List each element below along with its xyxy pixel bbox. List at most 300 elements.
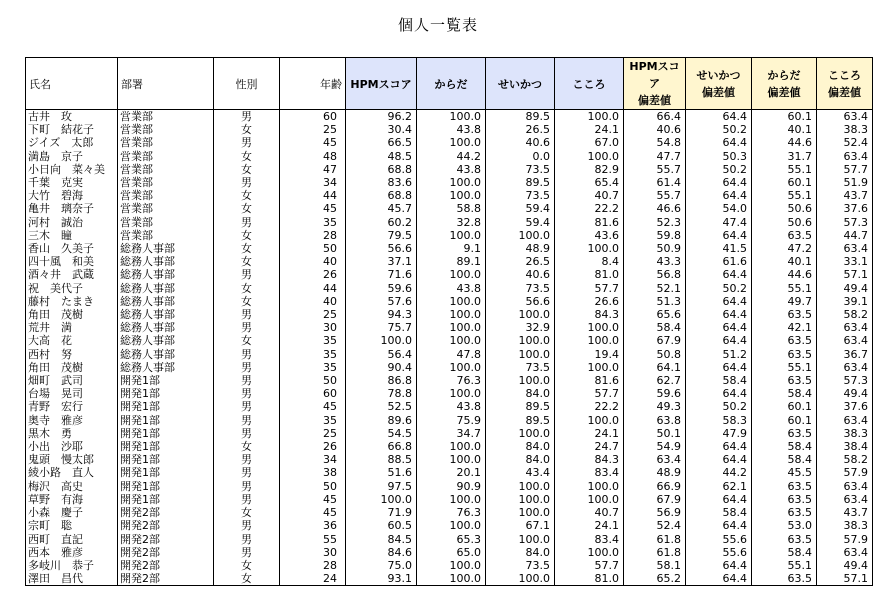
kokoro-deviation-cell: 58.2 [817, 453, 873, 466]
kokoro-cell: 57.7 [555, 387, 624, 400]
hpm-score-cell: 51.6 [346, 466, 417, 479]
table-row [26, 559, 873, 572]
hpm-deviation-cell: 61.8 [624, 533, 686, 546]
kokoro-cell: 81.6 [555, 374, 624, 387]
table-row [26, 440, 873, 453]
hpm-deviation-cell: 47.7 [624, 150, 686, 163]
header-karada-deviation [752, 58, 817, 110]
header-hpm-deviation [624, 58, 686, 110]
seikatsu-cell: 26.5 [486, 255, 555, 268]
dept-cell: 営業部 [118, 202, 214, 215]
gender-cell: 男 [214, 136, 280, 149]
kokoro-deviation-cell: 63.4 [817, 110, 873, 124]
kokoro-deviation-cell: 38.3 [817, 427, 873, 440]
karada-deviation-cell: 31.7 [752, 150, 817, 163]
seikatsu-deviation-cell: 58.4 [686, 374, 752, 387]
hpm-deviation-cell: 43.3 [624, 255, 686, 268]
dept-cell: 総務人事部 [118, 242, 214, 255]
table-row [26, 519, 873, 532]
name-cell: 下町 結花子 [26, 123, 118, 136]
karada-deviation-cell: 58.4 [752, 440, 817, 453]
gender-cell: 女 [214, 150, 280, 163]
header-karada-deviation-line1: からだ [767, 68, 801, 82]
karada-deviation-cell: 58.4 [752, 453, 817, 466]
age-cell: 40 [280, 295, 346, 308]
seikatsu-deviation-cell: 58.4 [686, 506, 752, 519]
hpm-score-cell: 97.5 [346, 480, 417, 493]
name-cell: 荒井 満 [26, 321, 118, 334]
karada-deviation-cell: 63.5 [752, 427, 817, 440]
gender-cell: 男 [214, 374, 280, 387]
karada-cell: 43.8 [417, 282, 486, 295]
seikatsu-deviation-cell: 64.4 [686, 559, 752, 572]
hpm-deviation-cell: 52.4 [624, 519, 686, 532]
hpm-deviation-cell: 46.6 [624, 202, 686, 215]
karada-deviation-cell: 53.0 [752, 519, 817, 532]
seikatsu-cell: 73.5 [486, 282, 555, 295]
personal-list-table [25, 57, 873, 586]
hpm-score-cell: 94.3 [346, 308, 417, 321]
gender-cell: 男 [214, 176, 280, 189]
gender-cell: 男 [214, 361, 280, 374]
karada-cell: 100.0 [417, 453, 486, 466]
hpm-score-cell: 78.8 [346, 387, 417, 400]
hpm-deviation-cell: 51.3 [624, 295, 686, 308]
karada-cell: 100.0 [417, 295, 486, 308]
hpm-score-cell: 71.9 [346, 506, 417, 519]
table-row [26, 242, 873, 255]
hpm-score-cell: 60.2 [346, 216, 417, 229]
seikatsu-cell: 100.0 [486, 308, 555, 321]
hpm-score-cell: 93.1 [346, 572, 417, 586]
table-row [26, 150, 873, 163]
hpm-score-cell: 100.0 [346, 334, 417, 347]
kokoro-cell: 100.0 [555, 242, 624, 255]
hpm-deviation-cell: 55.7 [624, 163, 686, 176]
kokoro-deviation-cell: 57.9 [817, 533, 873, 546]
kokoro-deviation-cell: 63.4 [817, 321, 873, 334]
hpm-score-cell: 88.5 [346, 453, 417, 466]
dept-cell: 開発1部 [118, 453, 214, 466]
seikatsu-cell: 40.6 [486, 136, 555, 149]
name-cell: 小出 沙耶 [26, 440, 118, 453]
kokoro-deviation-cell: 52.4 [817, 136, 873, 149]
dept-cell: 開発2部 [118, 506, 214, 519]
karada-deviation-cell: 58.4 [752, 387, 817, 400]
hpm-deviation-cell: 56.9 [624, 506, 686, 519]
hpm-deviation-cell: 66.9 [624, 480, 686, 493]
karada-deviation-cell: 63.5 [752, 572, 817, 586]
kokoro-cell: 81.0 [555, 268, 624, 281]
gender-cell: 男 [214, 480, 280, 493]
name-cell: 黒木 勇 [26, 427, 118, 440]
kokoro-cell: 100.0 [555, 414, 624, 427]
kokoro-deviation-cell: 38.3 [817, 123, 873, 136]
seikatsu-deviation-cell: 64.4 [686, 308, 752, 321]
seikatsu-deviation-cell: 50.3 [686, 150, 752, 163]
seikatsu-deviation-cell: 44.2 [686, 466, 752, 479]
kokoro-cell: 84.3 [555, 453, 624, 466]
karada-cell: 100.0 [417, 321, 486, 334]
hpm-deviation-cell: 52.3 [624, 216, 686, 229]
table-row [26, 506, 873, 519]
gender-cell: 女 [214, 440, 280, 453]
karada-cell: 34.7 [417, 427, 486, 440]
hpm-deviation-cell: 65.2 [624, 572, 686, 586]
hpm-score-cell: 89.6 [346, 414, 417, 427]
name-cell: 梅沢 高史 [26, 480, 118, 493]
header-kokoro: こころ [555, 58, 624, 110]
karada-deviation-cell: 63.5 [752, 334, 817, 347]
table-row [26, 546, 873, 559]
seikatsu-cell: 43.4 [486, 466, 555, 479]
kokoro-deviation-cell: 49.4 [817, 559, 873, 572]
hpm-score-cell: 60.5 [346, 519, 417, 532]
header-seikatsu: せいかつ [486, 58, 555, 110]
karada-deviation-cell: 55.1 [752, 361, 817, 374]
name-cell: 台場 晃司 [26, 387, 118, 400]
age-cell: 34 [280, 453, 346, 466]
table-row [26, 295, 873, 308]
dept-cell: 営業部 [118, 216, 214, 229]
karada-deviation-cell: 60.1 [752, 414, 817, 427]
age-cell: 50 [280, 480, 346, 493]
header-seikatsu-deviation-line1: せいかつ [696, 68, 741, 82]
gender-cell: 男 [214, 493, 280, 506]
hpm-deviation-cell: 58.4 [624, 321, 686, 334]
hpm-score-cell: 100.0 [346, 493, 417, 506]
name-cell: 満島 京子 [26, 150, 118, 163]
karada-cell: 100.0 [417, 268, 486, 281]
dept-cell: 総務人事部 [118, 348, 214, 361]
gender-cell: 女 [214, 572, 280, 586]
seikatsu-deviation-cell: 64.4 [686, 453, 752, 466]
kokoro-deviation-cell: 63.4 [817, 493, 873, 506]
hpm-score-cell: 30.4 [346, 123, 417, 136]
hpm-score-cell: 75.7 [346, 321, 417, 334]
age-cell: 35 [280, 361, 346, 374]
age-cell: 60 [280, 387, 346, 400]
karada-cell: 76.3 [417, 374, 486, 387]
hpm-score-cell: 84.6 [346, 546, 417, 559]
hpm-score-cell: 48.5 [346, 150, 417, 163]
table-row [26, 176, 873, 189]
kokoro-deviation-cell: 57.3 [817, 374, 873, 387]
seikatsu-cell: 26.5 [486, 123, 555, 136]
hpm-deviation-cell: 65.6 [624, 308, 686, 321]
table-row [26, 308, 873, 321]
karada-cell: 100.0 [417, 519, 486, 532]
seikatsu-cell: 0.0 [486, 150, 555, 163]
table-row [26, 268, 873, 281]
age-cell: 50 [280, 374, 346, 387]
hpm-score-cell: 79.5 [346, 229, 417, 242]
dept-cell: 開発2部 [118, 572, 214, 586]
seikatsu-cell: 32.9 [486, 321, 555, 334]
hpm-deviation-cell: 59.8 [624, 229, 686, 242]
name-cell: 奥寺 雅彦 [26, 414, 118, 427]
karada-cell: 100.0 [417, 572, 486, 586]
name-cell: 大竹 碧海 [26, 189, 118, 202]
gender-cell: 女 [214, 255, 280, 268]
dept-cell: 開発1部 [118, 440, 214, 453]
name-cell: 小日向 菜々美 [26, 163, 118, 176]
dept-cell: 開発1部 [118, 374, 214, 387]
kokoro-cell: 100.0 [555, 493, 624, 506]
kokoro-cell: 81.6 [555, 216, 624, 229]
kokoro-deviation-cell: 63.4 [817, 414, 873, 427]
kokoro-cell: 82.9 [555, 163, 624, 176]
name-cell: 綾小路 直人 [26, 466, 118, 479]
hpm-score-cell: 83.6 [346, 176, 417, 189]
hpm-deviation-cell: 61.8 [624, 546, 686, 559]
seikatsu-deviation-cell: 47.9 [686, 427, 752, 440]
kokoro-deviation-cell: 44.7 [817, 229, 873, 242]
name-cell: 河村 誠治 [26, 216, 118, 229]
name-cell: 亀井 璃奈子 [26, 202, 118, 215]
karada-cell: 32.8 [417, 216, 486, 229]
kokoro-cell: 40.7 [555, 506, 624, 519]
dept-cell: 総務人事部 [118, 334, 214, 347]
hpm-score-cell: 57.6 [346, 295, 417, 308]
gender-cell: 女 [214, 229, 280, 242]
hpm-score-cell: 56.4 [346, 348, 417, 361]
kokoro-deviation-cell: 58.2 [817, 308, 873, 321]
seikatsu-cell: 100.0 [486, 480, 555, 493]
name-cell: 澤田 昌代 [26, 572, 118, 586]
karada-deviation-cell: 63.5 [752, 229, 817, 242]
dept-cell: 総務人事部 [118, 268, 214, 281]
age-cell: 38 [280, 466, 346, 479]
age-cell: 25 [280, 123, 346, 136]
dept-cell: 営業部 [118, 123, 214, 136]
gender-cell: 女 [214, 202, 280, 215]
header-karada: からだ [417, 58, 486, 110]
karada-deviation-cell: 63.5 [752, 374, 817, 387]
dept-cell: 営業部 [118, 229, 214, 242]
hpm-deviation-cell: 52.1 [624, 282, 686, 295]
table-row [26, 163, 873, 176]
name-cell: 草野 有海 [26, 493, 118, 506]
karada-cell: 90.9 [417, 480, 486, 493]
name-cell: 酒々井 武蔵 [26, 268, 118, 281]
dept-cell: 開発1部 [118, 466, 214, 479]
seikatsu-deviation-cell: 64.4 [686, 334, 752, 347]
seikatsu-deviation-cell: 64.4 [686, 519, 752, 532]
age-cell: 35 [280, 216, 346, 229]
karada-deviation-cell: 63.5 [752, 493, 817, 506]
kokoro-cell: 100.0 [555, 334, 624, 347]
page-title: 個人一覧表 [397, 16, 478, 34]
gender-cell: 男 [214, 216, 280, 229]
header-hpm-score: HPMスコア [346, 58, 417, 110]
header-hpm-deviation-line2: 偏差値 [638, 94, 671, 107]
seikatsu-deviation-cell: 64.4 [686, 189, 752, 202]
table-row [26, 572, 873, 586]
table-row [26, 427, 873, 440]
seikatsu-deviation-cell: 47.4 [686, 216, 752, 229]
karada-cell: 43.8 [417, 123, 486, 136]
kokoro-deviation-cell: 33.1 [817, 255, 873, 268]
hpm-score-cell: 86.8 [346, 374, 417, 387]
karada-cell: 100.0 [417, 493, 486, 506]
dept-cell: 総務人事部 [118, 321, 214, 334]
age-cell: 34 [280, 176, 346, 189]
age-cell: 35 [280, 414, 346, 427]
karada-deviation-cell: 60.1 [752, 110, 817, 124]
age-cell: 28 [280, 229, 346, 242]
gender-cell: 男 [214, 466, 280, 479]
dept-cell: 開発2部 [118, 519, 214, 532]
kokoro-cell: 22.2 [555, 202, 624, 215]
karada-deviation-cell: 60.1 [752, 176, 817, 189]
kokoro-deviation-cell: 43.7 [817, 506, 873, 519]
dept-cell: 営業部 [118, 176, 214, 189]
karada-deviation-cell: 60.1 [752, 400, 817, 413]
seikatsu-deviation-cell: 50.2 [686, 400, 752, 413]
hpm-score-cell: 66.8 [346, 440, 417, 453]
kokoro-cell: 40.7 [555, 189, 624, 202]
table-row [26, 216, 873, 229]
table-row [26, 493, 873, 506]
seikatsu-cell: 73.5 [486, 559, 555, 572]
hpm-deviation-cell: 63.4 [624, 453, 686, 466]
table-row [26, 202, 873, 215]
karada-cell: 44.2 [417, 150, 486, 163]
seikatsu-cell: 100.0 [486, 506, 555, 519]
hpm-score-cell: 71.6 [346, 268, 417, 281]
seikatsu-deviation-cell: 50.2 [686, 282, 752, 295]
kokoro-deviation-cell: 43.7 [817, 189, 873, 202]
karada-cell: 100.0 [417, 136, 486, 149]
kokoro-deviation-cell: 39.1 [817, 295, 873, 308]
kokoro-deviation-cell: 38.4 [817, 440, 873, 453]
karada-deviation-cell: 55.1 [752, 559, 817, 572]
kokoro-deviation-cell: 49.4 [817, 282, 873, 295]
dept-cell: 開発2部 [118, 546, 214, 559]
hpm-deviation-cell: 67.9 [624, 334, 686, 347]
seikatsu-cell: 73.5 [486, 361, 555, 374]
table-row [26, 282, 873, 295]
kokoro-cell: 81.0 [555, 572, 624, 586]
dept-cell: 総務人事部 [118, 255, 214, 268]
hpm-score-cell: 59.6 [346, 282, 417, 295]
seikatsu-deviation-cell: 55.6 [686, 533, 752, 546]
dept-cell: 開発1部 [118, 387, 214, 400]
karada-deviation-cell: 63.5 [752, 348, 817, 361]
karada-deviation-cell: 55.1 [752, 163, 817, 176]
age-cell: 35 [280, 334, 346, 347]
seikatsu-cell: 56.6 [486, 295, 555, 308]
kokoro-cell: 83.4 [555, 533, 624, 546]
dept-cell: 営業部 [118, 136, 214, 149]
table-row [26, 387, 873, 400]
hpm-deviation-cell: 50.9 [624, 242, 686, 255]
header-seikatsu-deviation [686, 58, 752, 110]
header-kokoro-deviation [817, 58, 873, 110]
kokoro-cell: 100.0 [555, 546, 624, 559]
table-row [26, 374, 873, 387]
age-cell: 44 [280, 282, 346, 295]
kokoro-cell: 67.0 [555, 136, 624, 149]
age-cell: 45 [280, 493, 346, 506]
hpm-deviation-cell: 50.8 [624, 348, 686, 361]
karada-deviation-cell: 63.5 [752, 308, 817, 321]
hpm-deviation-cell: 56.8 [624, 268, 686, 281]
table-row [26, 255, 873, 268]
hpm-score-cell: 84.5 [346, 533, 417, 546]
name-cell: 三木 瞳 [26, 229, 118, 242]
table-row [26, 321, 873, 334]
seikatsu-cell: 84.0 [486, 546, 555, 559]
age-cell: 36 [280, 519, 346, 532]
dept-cell: 総務人事部 [118, 282, 214, 295]
age-cell: 25 [280, 308, 346, 321]
hpm-deviation-cell: 66.4 [624, 110, 686, 124]
age-cell: 45 [280, 506, 346, 519]
age-cell: 45 [280, 136, 346, 149]
gender-cell: 男 [214, 268, 280, 281]
karada-cell: 100.0 [417, 189, 486, 202]
hpm-score-cell: 52.5 [346, 400, 417, 413]
hpm-deviation-cell: 62.7 [624, 374, 686, 387]
kokoro-deviation-cell: 57.1 [817, 268, 873, 281]
karada-deviation-cell: 55.1 [752, 282, 817, 295]
gender-cell: 男 [214, 414, 280, 427]
age-cell: 35 [280, 348, 346, 361]
kokoro-deviation-cell: 63.4 [817, 150, 873, 163]
dept-cell: 開発1部 [118, 414, 214, 427]
seikatsu-cell: 100.0 [486, 533, 555, 546]
gender-cell: 女 [214, 334, 280, 347]
kokoro-cell: 57.7 [555, 282, 624, 295]
karada-deviation-cell: 44.6 [752, 136, 817, 149]
dept-cell: 開発2部 [118, 533, 214, 546]
karada-cell: 100.0 [417, 308, 486, 321]
seikatsu-deviation-cell: 62.1 [686, 480, 752, 493]
kokoro-deviation-cell: 57.1 [817, 572, 873, 586]
name-cell: ジイズ 太郎 [26, 136, 118, 149]
seikatsu-deviation-cell: 58.3 [686, 414, 752, 427]
gender-cell: 女 [214, 163, 280, 176]
dept-cell: 総務人事部 [118, 295, 214, 308]
name-cell: 小森 慶子 [26, 506, 118, 519]
age-cell: 50 [280, 242, 346, 255]
gender-cell: 男 [214, 308, 280, 321]
name-cell: 西町 直記 [26, 533, 118, 546]
kokoro-cell: 100.0 [555, 150, 624, 163]
hpm-score-cell: 45.7 [346, 202, 417, 215]
seikatsu-deviation-cell: 55.6 [686, 546, 752, 559]
table-row [26, 229, 873, 242]
karada-cell: 43.8 [417, 163, 486, 176]
seikatsu-cell: 89.5 [486, 176, 555, 189]
table-row [26, 361, 873, 374]
dept-cell: 営業部 [118, 110, 214, 124]
seikatsu-cell: 84.0 [486, 453, 555, 466]
karada-cell: 47.8 [417, 348, 486, 361]
age-cell: 40 [280, 255, 346, 268]
karada-deviation-cell: 40.1 [752, 123, 817, 136]
gender-cell: 男 [214, 427, 280, 440]
header-name: 氏名 [26, 58, 118, 110]
age-cell: 26 [280, 268, 346, 281]
table-row [26, 414, 873, 427]
dept-cell: 開発1部 [118, 427, 214, 440]
seikatsu-deviation-cell: 64.4 [686, 440, 752, 453]
dept-cell: 営業部 [118, 163, 214, 176]
name-cell: 多岐川 恭子 [26, 559, 118, 572]
